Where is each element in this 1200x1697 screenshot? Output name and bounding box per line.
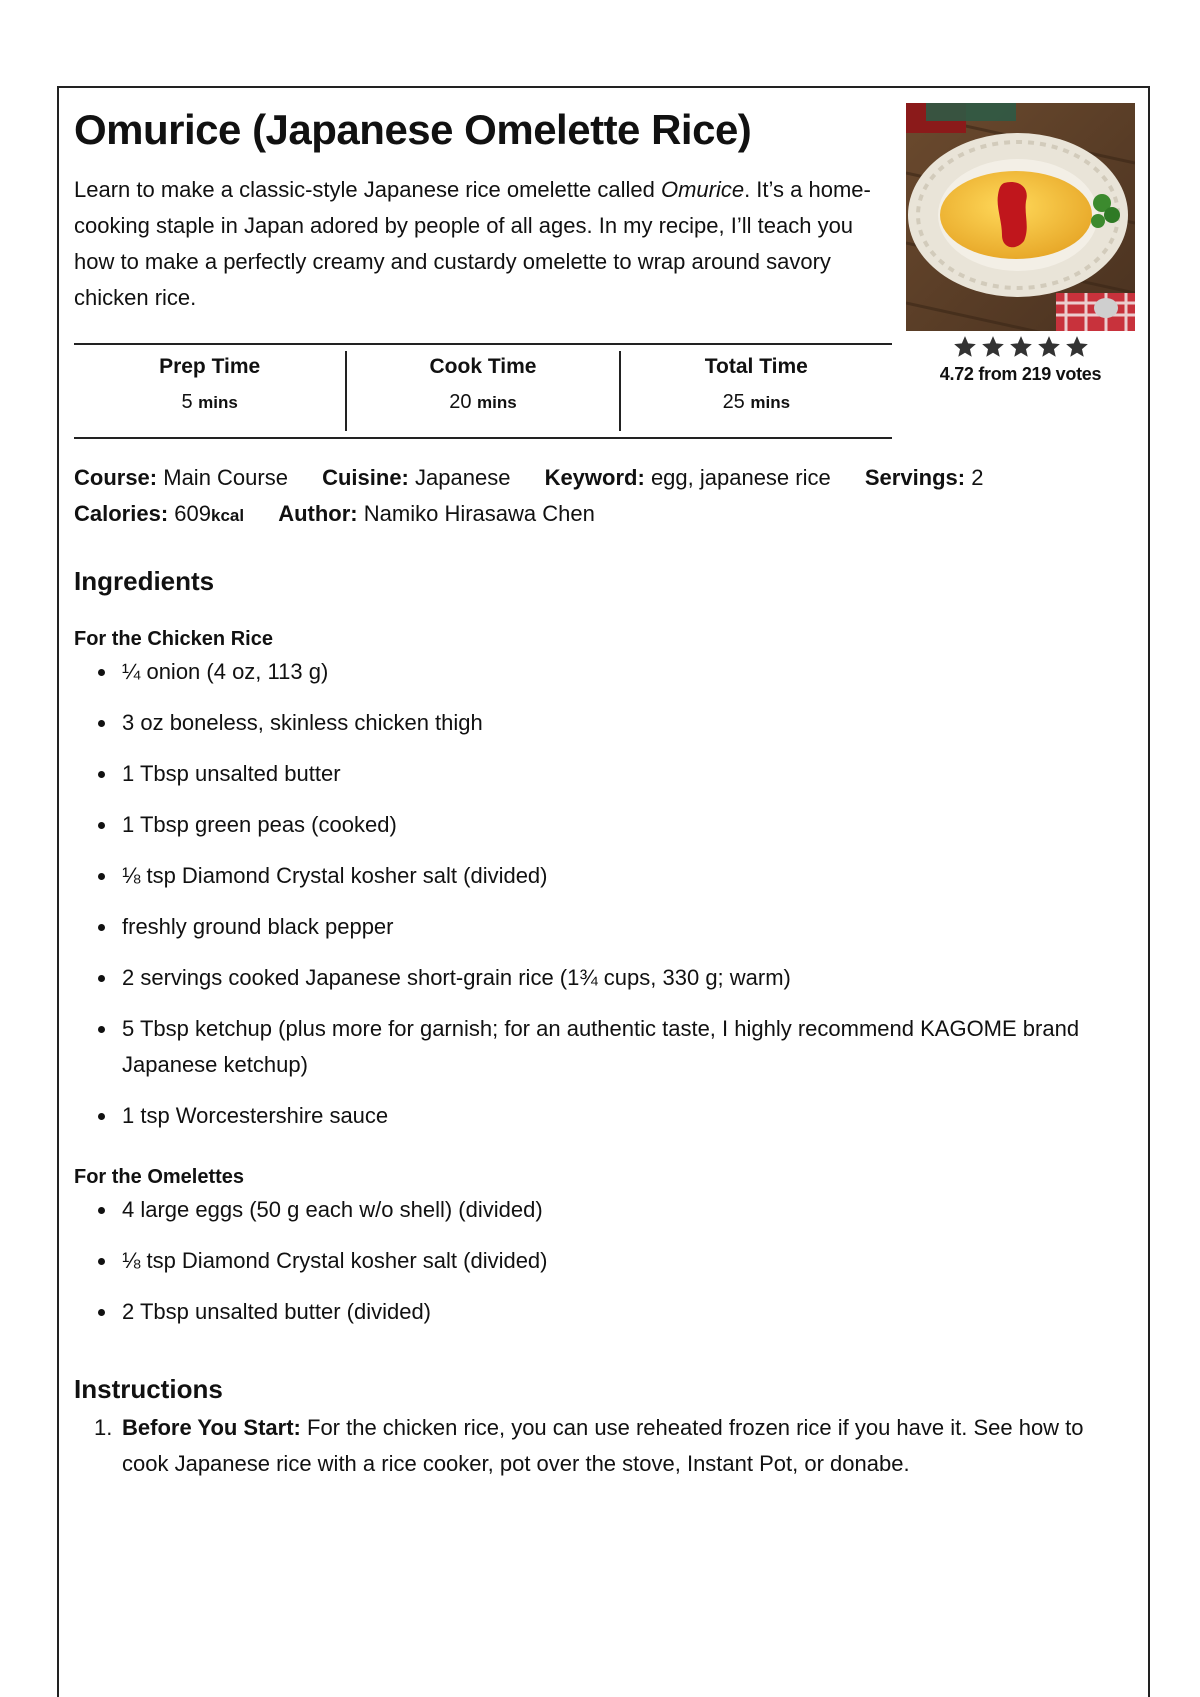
recipe-photo[interactable] <box>906 103 1135 331</box>
time-unit: mins <box>198 393 238 412</box>
rating-stars[interactable] <box>906 334 1135 360</box>
step-text: For the chicken rice, you can use reheated frozen rice if you have it. See how to cook Japanese rice with a rice cooker, pot over the stove, Instant Pot, or donabe. <box>122 1415 1084 1476</box>
ingredient-group-title: For the Chicken Rice <box>74 628 273 650</box>
meta-label: Servings: <box>864 465 966 490</box>
meta-label: Author: <box>278 501 358 526</box>
calories-unit: kcal <box>211 506 245 525</box>
instruction-list <box>74 1410 1134 1482</box>
time-value <box>347 391 618 414</box>
time-label: Total Time <box>704 355 808 378</box>
star-icon[interactable] <box>952 334 978 360</box>
instructions-heading: Instructions <box>74 1374 223 1404</box>
meta-cuisine <box>322 460 510 496</box>
omurice-photo-illustration <box>906 103 1135 331</box>
meta-author <box>278 496 595 532</box>
meta-servings[interactable] <box>865 460 984 496</box>
time-label: Prep Time <box>159 355 261 378</box>
meta-label: Cuisine: <box>322 465 409 490</box>
ingredient-item: 1 Tbsp green peas (cooked) <box>74 807 1134 843</box>
step-number: 1. <box>94 1415 113 1440</box>
ingredient-item: freshly ground black pepper <box>74 909 1134 945</box>
time-value <box>74 391 345 414</box>
ingredient-group-title: For the Omelettes <box>74 1166 245 1188</box>
summary-emphasis: Omurice <box>660 177 745 202</box>
meta-value: egg, japanese rice <box>650 465 831 490</box>
servings-value[interactable]: 2 <box>971 465 984 490</box>
total-time <box>619 351 892 431</box>
meta-label: Keyword: <box>544 465 645 490</box>
ingredient-list <box>74 1192 1134 1345</box>
star-icon[interactable] <box>980 334 1006 360</box>
instruction-step <box>74 1410 1134 1482</box>
rating-block[interactable] <box>906 334 1135 385</box>
meta-label: Course: <box>74 465 158 490</box>
meta-value: Main Course <box>163 465 288 490</box>
ingredient-item: 2 Tbsp unsalted butter (divided) <box>74 1294 1134 1330</box>
star-icon[interactable] <box>1036 334 1062 360</box>
recipe-summary <box>74 172 894 316</box>
meta-value: Namiko Hirasawa Chen <box>363 501 595 526</box>
star-icon[interactable] <box>1008 334 1034 360</box>
prep-time <box>74 345 345 437</box>
rating-text: 4.72 from 219 votes <box>939 364 1102 384</box>
time-unit: mins <box>750 393 791 412</box>
time-label: Cook Time <box>429 355 537 378</box>
ingredient-list <box>74 654 1134 1149</box>
time-number: 20 <box>449 391 472 413</box>
ingredient-item: 2 servings cooked Japanese short-grain rice (1¾ cups, 330 g; warm) <box>74 960 1134 996</box>
meta-calories <box>74 496 244 534</box>
recipe-times <box>74 343 892 439</box>
recipe-title: Omurice (Japanese Omelette Rice) <box>74 106 752 153</box>
ingredient-item: 1 Tbsp unsalted butter <box>74 756 1134 792</box>
summary-text-pre: Learn to make a classic-style Japanese rice omelette called <box>74 177 661 202</box>
ingredient-item: 1 tsp Worcestershire sauce <box>74 1098 1134 1134</box>
star-icon[interactable] <box>1064 334 1090 360</box>
ingredient-item: ¼ onion (4 oz, 113 g) <box>74 654 1134 690</box>
meta-value: 609 <box>174 501 211 526</box>
ingredient-item: ⅛ tsp Diamond Crystal kosher salt (divided) <box>74 858 1134 894</box>
summary-text-post: . It’s a home-cooking staple in Japan adored by people of all ages. In my recipe, I’ll teach you how to make a perfectly creamy and custardy omelette to wrap around savory chicken rice. <box>74 177 871 310</box>
ingredient-item: 3 oz boneless, skinless chicken thigh <box>74 705 1134 741</box>
ingredients-heading: Ingredients <box>74 566 215 596</box>
meta-label: Calories: <box>74 501 169 526</box>
meta-value: Japanese <box>415 465 511 490</box>
time-number: 25 <box>722 391 745 413</box>
ingredient-item: 5 Tbsp ketchup (plus more for garnish; for an authentic taste, I highly recommend KAGOME brand Japanese ketchup) <box>74 1011 1134 1083</box>
ingredient-item: 4 large eggs (50 g each w/o shell) (divided) <box>74 1192 1134 1228</box>
time-value <box>621 391 892 414</box>
meta-course <box>74 460 288 496</box>
meta-keyword <box>545 460 831 496</box>
ingredient-item: ⅛ tsp Diamond Crystal kosher salt (divided) <box>74 1243 1134 1279</box>
recipe-meta <box>74 460 1134 534</box>
cook-time <box>345 351 618 431</box>
time-number: 5 <box>181 391 193 413</box>
step-lead: Before You Start: <box>122 1415 301 1440</box>
time-unit: mins <box>477 393 517 412</box>
